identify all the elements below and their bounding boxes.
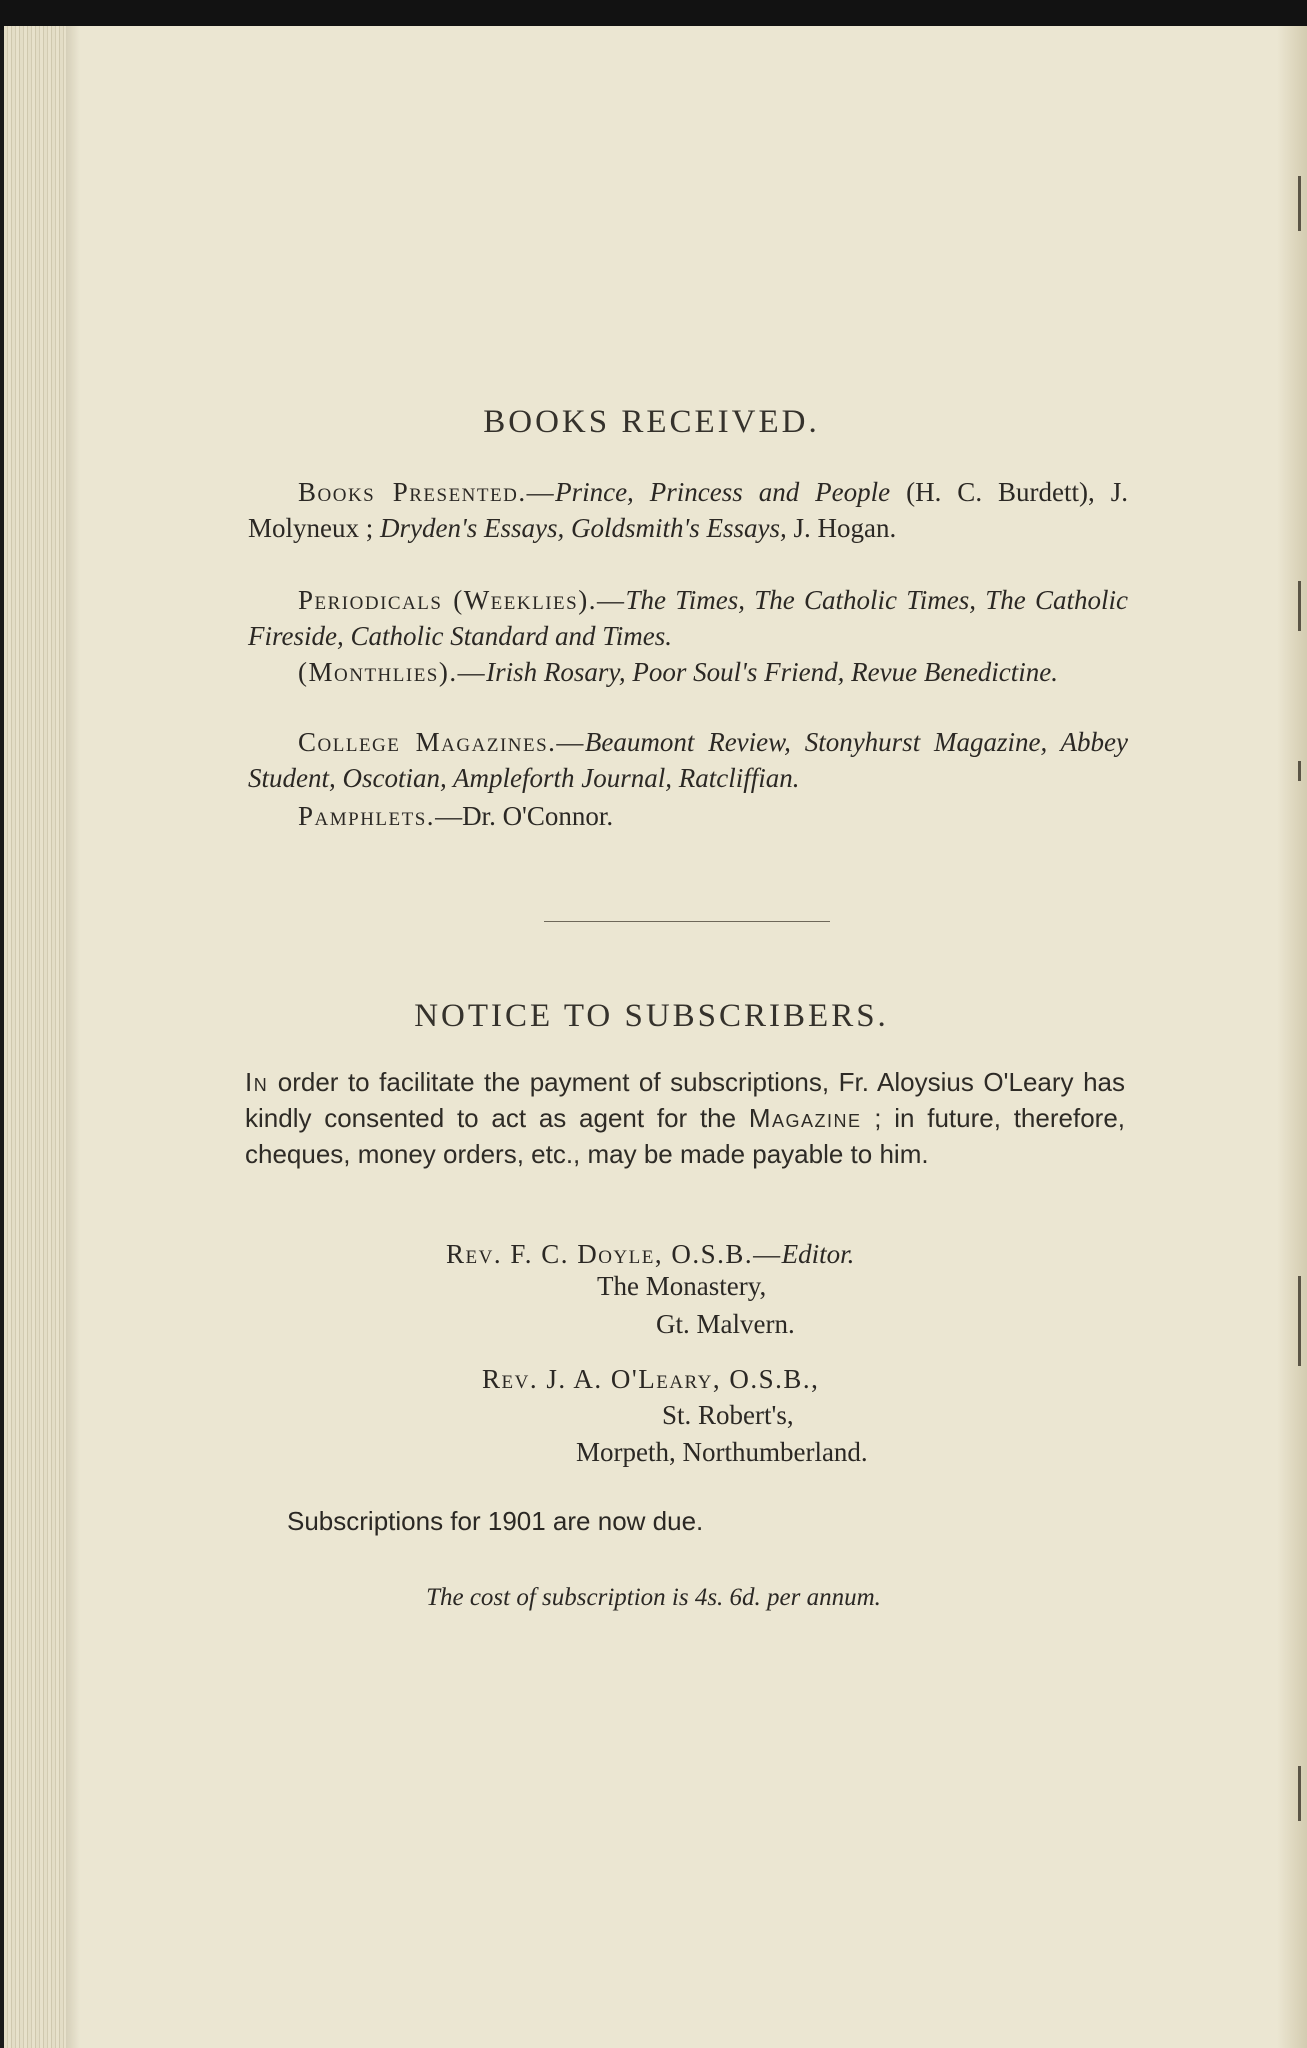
books-presented-paragraph — [248, 474, 1128, 546]
editor-address-line-1: The Monastery, — [597, 1271, 767, 1301]
notice-lead-word: In — [245, 1067, 269, 1097]
books-presented-text-2: J. Hogan. — [786, 513, 897, 543]
notice-magazine-word: Magazine — [748, 1103, 862, 1133]
editor-name-text: Rev. F. C. Doyle, O.S.B.— — [446, 1239, 782, 1269]
pamphlets-paragraph — [248, 798, 1128, 834]
notice-heading: NOTICE TO SUBSCRIBERS. — [414, 998, 889, 1034]
page-gutter — [1277, 26, 1307, 2048]
subscription-cost-text: The cost of subscription is 4s. 6d. per annum. — [426, 1584, 881, 1611]
notice-text-1: order to facilitate the payment of subscriptions, Fr. Aloysius O'Leary has kindly consented to act as agent for the — [245, 1067, 1125, 1133]
gutter-mark — [1298, 761, 1301, 781]
periodicals-weeklies-titles: The Times, The Catholic Times, The Catholic Fireside, Catholic Standard and Times. — [248, 585, 1128, 651]
college-magazines-label: College Magazines.— — [298, 727, 585, 757]
page-stack-edges — [4, 26, 66, 2048]
subscriptions-due: Subscriptions for 1901 are now due. — [287, 1506, 704, 1536]
editor-name — [446, 1236, 854, 1272]
gutter-mark — [1298, 581, 1301, 631]
agent-name — [482, 1361, 819, 1397]
periodicals-monthlies-titles: Irish Rosary, Poor Soul's Friend, Revue Benedictine. — [486, 657, 1059, 687]
books-presented-title-1: Prince, Princess and People — [555, 477, 891, 507]
college-magazines-titles: Beaumont Review, Stonyhurst Magazine, Abbey Student, Oscotian, Ampleforth Journal, Ratcliffian. — [248, 727, 1128, 793]
agent-address-line-1: St. Robert's, — [662, 1400, 794, 1430]
agent-address-line-2: Morpeth, Northumberland. — [576, 1437, 868, 1467]
section-divider — [544, 921, 830, 922]
pamphlets-text: —Dr. O'Connor. — [435, 801, 614, 831]
books-presented-label: Books Presented.— — [298, 477, 556, 507]
gutter-mark — [1298, 176, 1301, 231]
editor-address-line-2: Gt. Malvern. — [656, 1309, 795, 1339]
gutter-mark — [1298, 1276, 1301, 1366]
pamphlets-label: Pamphlets. — [298, 801, 436, 831]
books-presented-text-1: (H. C. Burdett), J. Molyneux ; — [248, 477, 1128, 543]
book-page — [4, 26, 1307, 2048]
books-presented-title-2: Dryden's Essays, Goldsmith's Essays, — [380, 513, 787, 543]
periodicals-monthlies-label: (Monthlies).— — [298, 657, 487, 687]
college-magazines-paragraph — [248, 724, 1128, 796]
periodicals-weeklies-paragraph — [248, 582, 1128, 654]
agent-name-text: Rev. J. A. O'Leary, O.S.B., — [482, 1364, 820, 1394]
notice-text-2: ; in future, therefore, cheques, money orders, etc., may be made payable to him. — [245, 1103, 1125, 1169]
subscription-cost — [0, 1584, 1307, 1612]
books-received-heading: BOOKS RECEIVED. — [483, 404, 820, 440]
notice-paragraph — [245, 1064, 1125, 1172]
gutter-mark — [1298, 1766, 1301, 1821]
editor-role: Editor. — [781, 1239, 855, 1269]
periodicals-monthlies-paragraph — [248, 654, 1128, 690]
periodicals-weeklies-label: Periodicals (Weeklies).— — [298, 585, 626, 615]
